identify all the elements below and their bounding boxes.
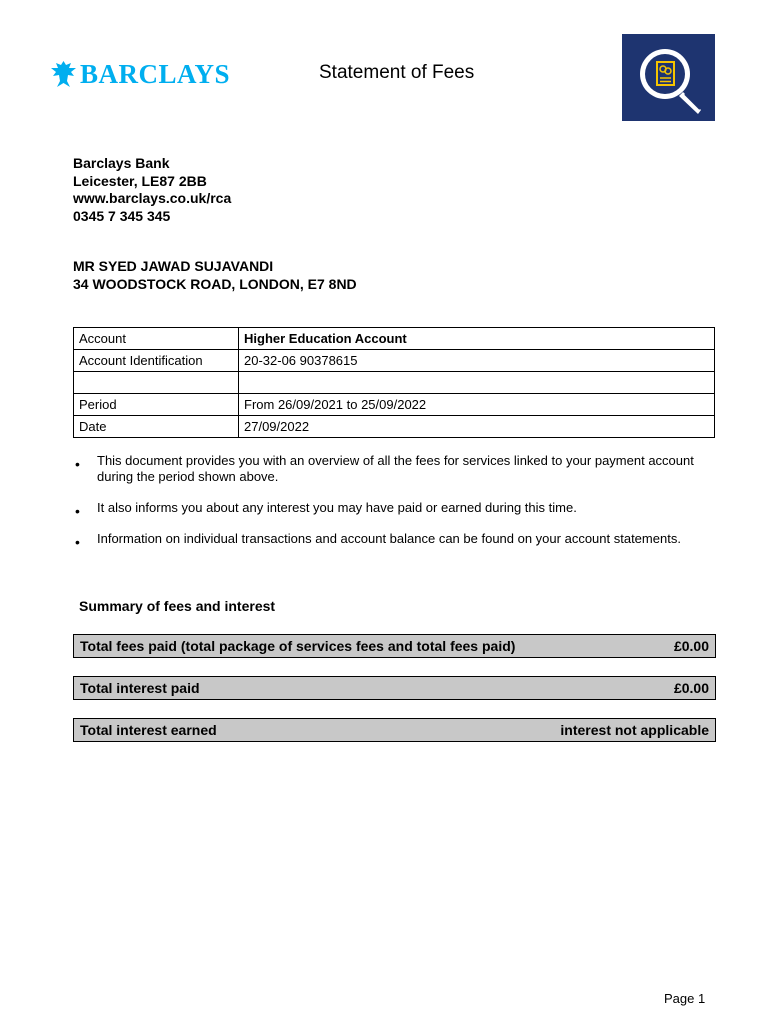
note-text: Information on individual transactions and account balance can be found on your account statements. bbox=[97, 531, 681, 546]
row-value: Higher Education Account bbox=[239, 328, 715, 350]
total-value: £0.00 bbox=[673, 680, 709, 696]
total-value: £0.00 bbox=[673, 638, 709, 654]
table-row bbox=[74, 394, 715, 416]
account-info-table bbox=[73, 327, 715, 438]
page-number: Page 1 bbox=[664, 991, 706, 1006]
row-label bbox=[74, 372, 239, 394]
row-label: Date bbox=[74, 416, 239, 438]
row-label: Account Identification bbox=[74, 350, 239, 372]
table-row bbox=[74, 372, 715, 394]
customer-name: MR SYED JAWAD SUJAVANDI bbox=[73, 258, 274, 274]
list-item bbox=[73, 500, 713, 519]
total-value: interest not applicable bbox=[560, 722, 709, 738]
row-label: Period bbox=[74, 394, 239, 416]
bullet-icon: • bbox=[75, 534, 80, 550]
total-fees-row bbox=[73, 634, 716, 658]
bank-phone: 0345 7 345 345 bbox=[73, 207, 171, 224]
total-interest-earned-row bbox=[73, 718, 716, 742]
row-value: 27/09/2022 bbox=[239, 416, 715, 438]
note-text: It also informs you about any interest you may have paid or earned during this time. bbox=[97, 500, 577, 515]
bank-city: Leicester, LE87 2BB bbox=[73, 172, 207, 189]
bullet-icon: • bbox=[75, 503, 80, 519]
table-row bbox=[74, 328, 715, 350]
total-label: Total interest earned bbox=[80, 722, 217, 738]
list-item bbox=[73, 453, 713, 485]
table-row bbox=[74, 350, 715, 372]
bank-address bbox=[73, 155, 231, 225]
row-label: Account bbox=[74, 328, 239, 350]
total-interest-paid-row bbox=[73, 676, 716, 700]
brand-name: BARCLAYS bbox=[80, 58, 231, 89]
bank-name: Barclays Bank bbox=[73, 155, 170, 171]
customer-address bbox=[73, 258, 357, 293]
barclays-logo bbox=[50, 60, 230, 88]
list-item bbox=[73, 531, 713, 550]
notes-list bbox=[73, 453, 713, 562]
page-title: Statement of Fees bbox=[319, 62, 475, 83]
document-magnifier-icon bbox=[622, 34, 715, 121]
row-value bbox=[239, 372, 715, 394]
customer-street: 34 WOODSTOCK ROAD, LONDON, E7 8ND bbox=[73, 275, 357, 292]
summary-heading: Summary of fees and interest bbox=[79, 598, 276, 614]
bank-website[interactable]: www.barclays.co.uk/rca bbox=[73, 190, 232, 206]
row-value: From 26/09/2021 to 25/09/2022 bbox=[239, 394, 715, 416]
total-label: Total fees paid (total package of services fees and total fees paid) bbox=[80, 638, 516, 654]
eagle-icon bbox=[50, 60, 77, 88]
bullet-icon: • bbox=[75, 456, 80, 472]
total-label: Total interest paid bbox=[80, 680, 200, 696]
note-text: This document provides you with an overview of all the fees for services linked to your payment account during the period shown above. bbox=[97, 453, 694, 484]
row-value: 20-32-06 90378615 bbox=[239, 350, 715, 372]
table-row bbox=[74, 416, 715, 438]
